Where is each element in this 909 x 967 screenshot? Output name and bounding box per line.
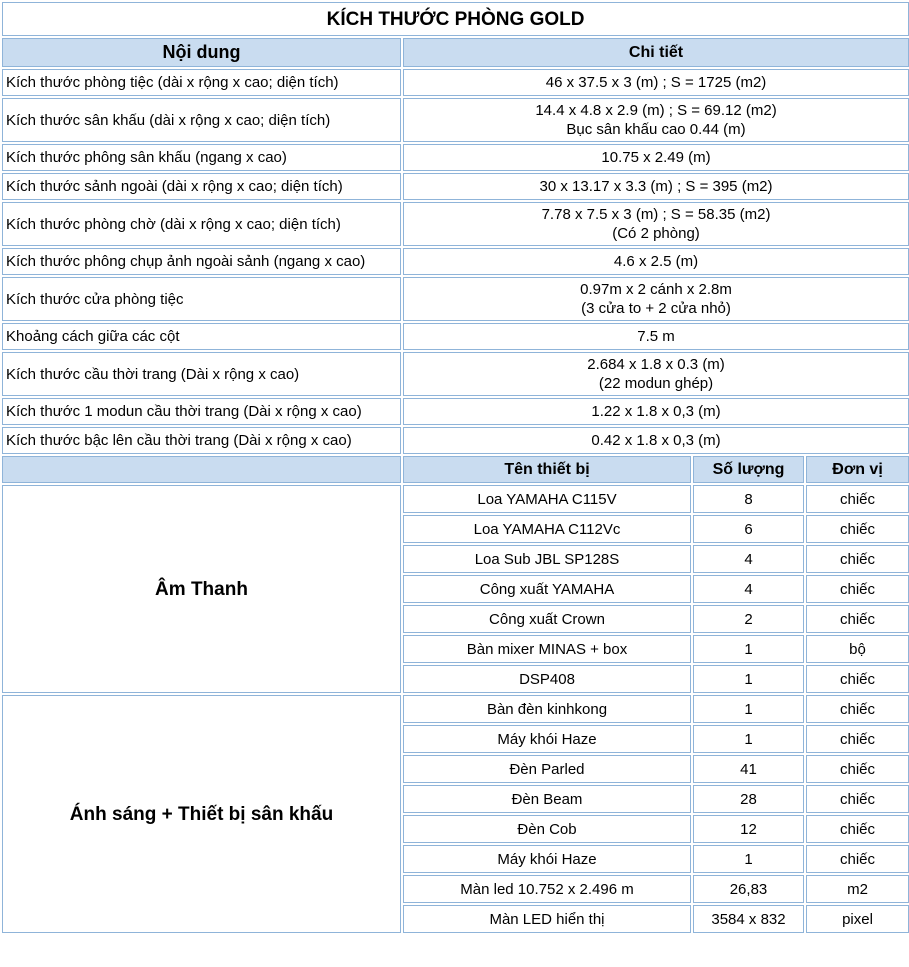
equipment-unit: chiếc [806,755,909,783]
spec-value-line1: 7.5 m [637,328,675,345]
equipment-qty: 28 [693,785,804,813]
spec-value-line1: 1.22 x 1.8 x 0,3 (m) [591,403,721,420]
title-row [2,2,909,36]
spec-value-line1: 4.6 x 2.5 (m) [613,253,699,270]
equipment-unit: bộ [806,635,909,663]
equipment-qty: 3584 x 832 [693,905,804,933]
spec-value-line1: 2.684 x 1.8 x 0.3 (m) [587,356,725,373]
equipment-qty: 1 [693,695,804,723]
equipment-name: Đèn Beam [403,785,691,813]
header-detail: Chi tiết [403,38,909,67]
equipment-unit: chiếc [806,485,909,513]
spec-label: Khoảng cách giữa các cột [2,323,401,350]
spec-value-line1: 14.4 x 4.8 x 2.9 (m) ; S = 69.12 (m2) [535,102,777,119]
equipment-name: Máy khói Haze [403,845,691,873]
equipment-header-row [2,456,909,483]
spec-value [403,144,909,171]
equipment-name: Máy khói Haze [403,725,691,753]
header-content: Nội dung [2,38,401,67]
spec-label: Kích thước phòng chờ (dài x rộng x cao; diện tích) [2,202,401,246]
equipment-unit: chiếc [806,665,909,693]
spec-value [403,277,909,321]
spec-value [403,352,909,396]
spec-label: Kích thước cửa phòng tiệc [2,277,401,321]
equipment-name: Màn led 10.752 x 2.496 m [403,875,691,903]
spec-value [403,398,909,425]
spec-row [2,69,909,96]
equipment-qty: 4 [693,545,804,573]
spec-value [403,427,909,454]
spec-row [2,144,909,171]
spec-label: Kích thước phòng tiệc (dài x rộng x cao; diện tích) [2,69,401,96]
spec-label: Kích thước 1 modun cầu thời trang (Dài x rộng x cao) [2,398,401,425]
equipment-unit: pixel [806,905,909,933]
spec-row [2,173,909,200]
equipment-name: Đèn Cob [403,815,691,843]
equipment-name: DSP408 [403,665,691,693]
equipment-group-label: Ánh sáng + Thiết bị sân khấu [2,695,401,933]
equipment-header-unit: Đơn vị [806,456,909,483]
spec-value-line1: 0.42 x 1.8 x 0,3 (m) [591,432,721,449]
equipment-name: Loa Sub JBL SP128S [403,545,691,573]
equipment-qty: 1 [693,725,804,753]
spec-value-line1: 10.75 x 2.49 (m) [601,149,711,166]
spec-value [403,98,909,142]
spec-label: Kích thước sảnh ngoài (dài x rộng x cao; diện tích) [2,173,401,200]
equipment-qty: 4 [693,575,804,603]
equipment-name: Loa YAMAHA C115V [403,485,691,513]
spec-value-line2: Bục sân khấu cao 0.44 (m) [566,121,746,138]
spec-value-line2: (3 cửa to + 2 cửa nhỏ) [581,300,731,317]
spec-value [403,69,909,96]
equipment-unit: chiếc [806,845,909,873]
spec-value [403,202,909,246]
equipment-group-label: Âm Thanh [2,485,401,693]
equipment-header-qty: Số lượng [693,456,804,483]
equipment-qty: 8 [693,485,804,513]
spec-row [2,98,909,142]
spec-row [2,352,909,396]
spec-row [2,323,909,350]
equipment-unit: chiếc [806,785,909,813]
equipment-header-blank [2,456,401,483]
equipment-unit: chiếc [806,575,909,603]
spec-row [2,398,909,425]
spec-value-line2: (22 modun ghép) [598,375,714,392]
equipment-qty: 1 [693,845,804,873]
spec-value-line1: 46 x 37.5 x 3 (m) ; S = 1725 (m2) [545,74,767,91]
equipment-qty: 26,83 [693,875,804,903]
equipment-unit: chiếc [806,605,909,633]
equipment-name: Loa YAMAHA C112Vc [403,515,691,543]
equipment-header-name: Tên thiết bị [403,456,691,483]
spec-value [403,173,909,200]
equipment-name: Công xuất Crown [403,605,691,633]
equipment-unit: m2 [806,875,909,903]
spec-row [2,427,909,454]
spec-value-line1: 30 x 13.17 x 3.3 (m) ; S = 395 (m2) [539,178,773,195]
equipment-qty: 2 [693,605,804,633]
equipment-qty: 1 [693,635,804,663]
spec-value-line2: (Có 2 phòng) [612,225,700,242]
spec-label: Kích thước phông chụp ảnh ngoài sảnh (ngang x cao) [2,248,401,275]
equipment-unit: chiếc [806,725,909,753]
equipment-qty: 6 [693,515,804,543]
equipment-unit: chiếc [806,815,909,843]
spec-label: Kích thước phông sân khấu (ngang x cao) [2,144,401,171]
equipment-unit: chiếc [806,695,909,723]
header-row [2,38,909,67]
equipment-row [2,695,909,723]
equipment-name: Công xuất YAMAHA [403,575,691,603]
equipment-name: Đèn Parled [403,755,691,783]
spec-label: Kích thước cầu thời trang (Dài x rộng x cao) [2,352,401,396]
spec-row [2,248,909,275]
spec-row [2,277,909,321]
equipment-unit: chiếc [806,515,909,543]
spec-label: Kích thước sân khấu (dài x rộng x cao; diện tích) [2,98,401,142]
spec-row [2,202,909,246]
equipment-qty: 1 [693,665,804,693]
equipment-qty: 41 [693,755,804,783]
equipment-unit: chiếc [806,545,909,573]
equipment-qty: 12 [693,815,804,843]
spec-label: Kích thước bậc lên cầu thời trang (Dài x rộng x cao) [2,427,401,454]
equipment-name: Màn LED hiển thị [403,905,691,933]
equipment-row [2,485,909,513]
spec-value-line1: 0.97m x 2 cánh x 2.8m [580,281,732,298]
page-title: KÍCH THƯỚC PHÒNG GOLD [2,2,909,36]
spec-value [403,248,909,275]
spec-table-body [2,2,909,933]
spec-value-line1: 7.78 x 7.5 x 3 (m) ; S = 58.35 (m2) [541,206,771,223]
equipment-name: Bàn mixer MINAS + box [403,635,691,663]
equipment-name: Bàn đèn kinhkong [403,695,691,723]
spec-value [403,323,909,350]
